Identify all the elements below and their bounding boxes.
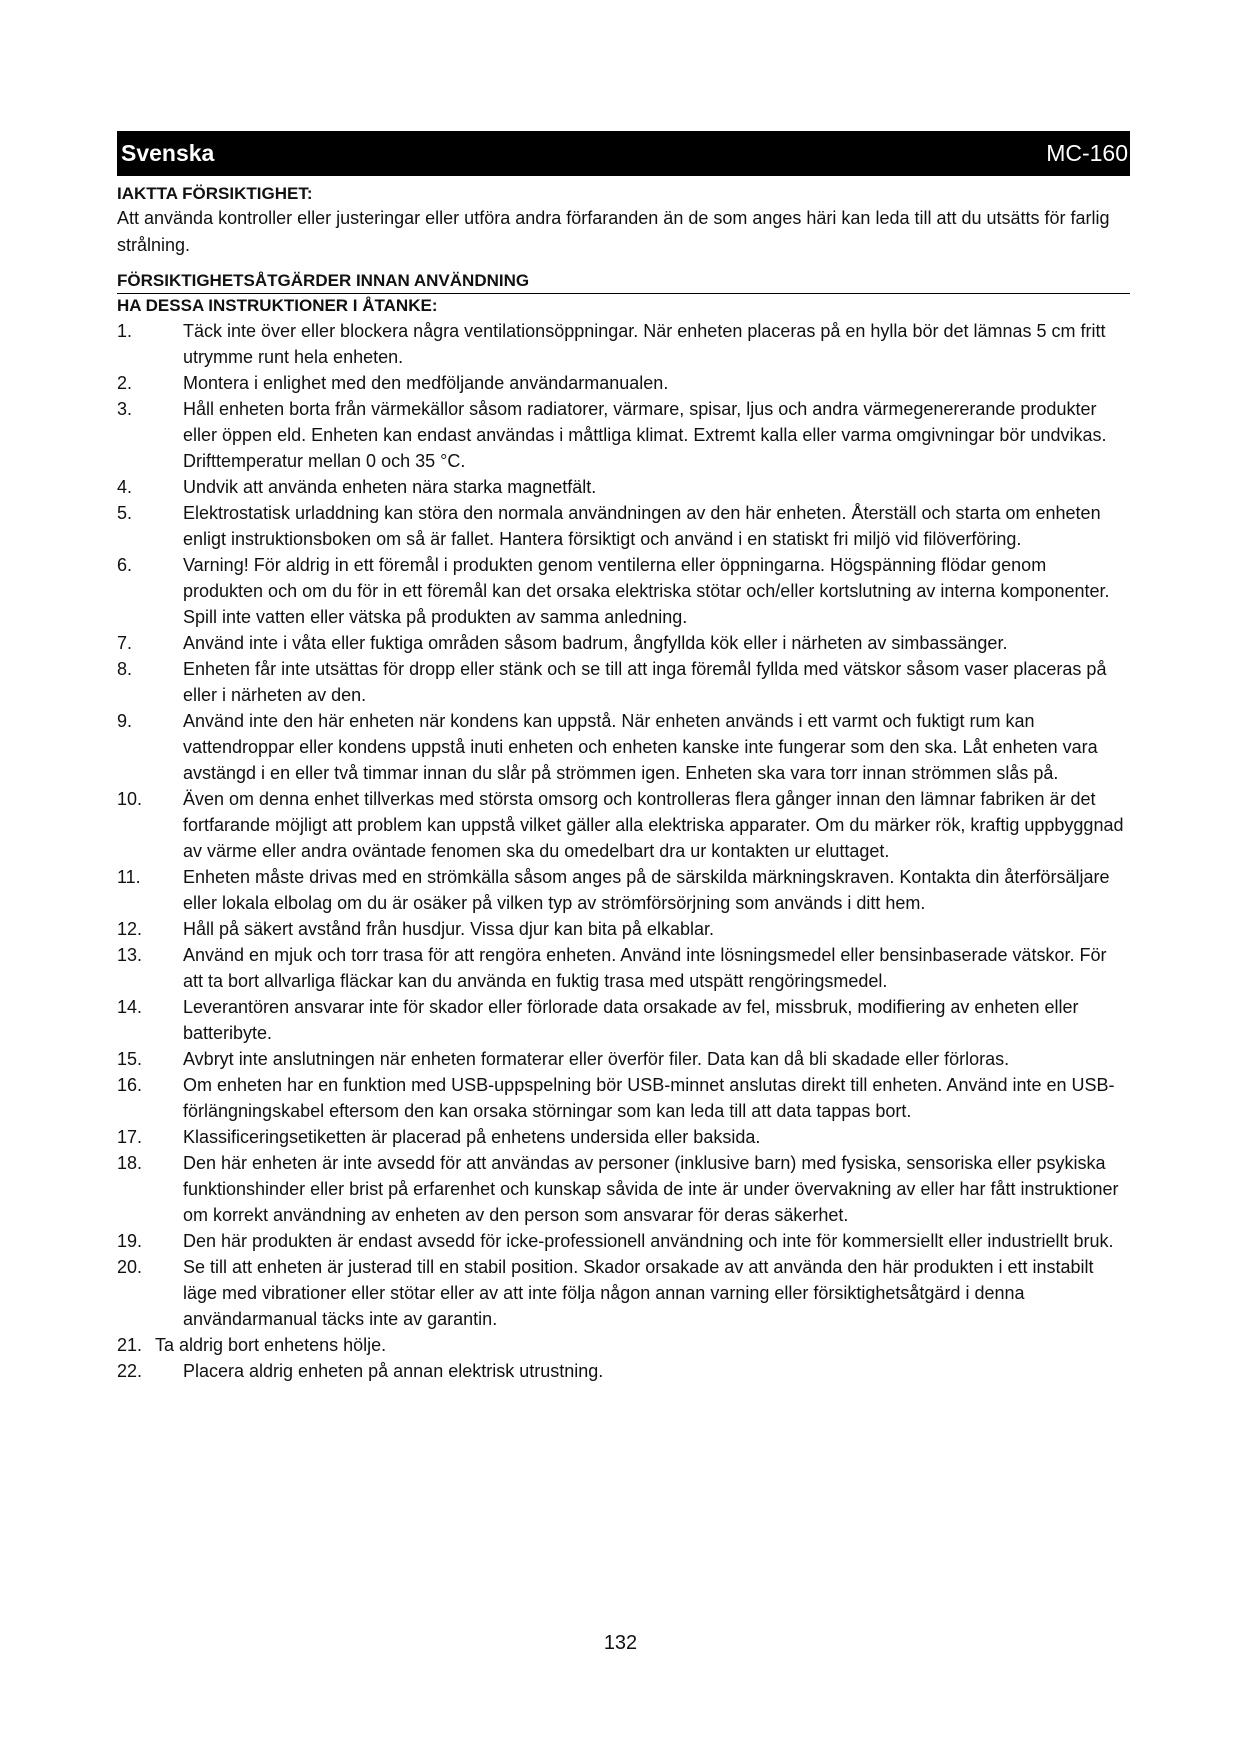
list-item	[117, 786, 1130, 864]
list-item	[117, 500, 1130, 552]
item-number: 21.	[117, 1335, 143, 1355]
list-item	[117, 396, 1130, 474]
list-item	[117, 1150, 1130, 1228]
list-item	[117, 630, 1130, 656]
item-text: Ta aldrig bort enhetens hölje.	[155, 1335, 387, 1355]
list-item	[117, 474, 1130, 500]
page-number: 132	[603, 1632, 638, 1654]
caution-text: Att använda kontroller eller justeringar eller utföra andra förfaranden än de som anges häri kan leda till att du utsätts för farlig strålning.	[117, 208, 1110, 255]
item-text: Den här produkten är endast avsedd för icke-professionell användning och inte för kommersiellt eller industriellt bruk.	[183, 1231, 1114, 1251]
item-text: Använd en mjuk och torr trasa för att rengöra enheten. Använd inte lösningsmedel eller bensinbaserade vätskor. För att ta bort allvarliga fläckar kan du använda en fuktig trasa med utspätt rengöringsmedel.	[183, 945, 1107, 991]
item-number: 6.	[117, 555, 133, 575]
item-number: 5.	[117, 503, 133, 523]
item-number: 22.	[117, 1361, 143, 1381]
item-number: 2.	[117, 373, 133, 393]
instruction-list	[117, 318, 1130, 1384]
list-item	[117, 318, 1130, 370]
item-number: 10.	[117, 789, 143, 809]
item-text: Se till att enheten är justerad till en stabil position. Skador orsakade av att använda den här produkten i ett instabilt läge med vibrationer eller stötar eller av att inte följa någon annan varning eller försiktighetsåtgärd i denna användarmanual täcks inte av garantin.	[183, 1257, 1094, 1329]
item-number: 3.	[117, 399, 133, 419]
item-number: 4.	[117, 477, 133, 497]
item-number: 1.	[117, 321, 133, 341]
list-item	[117, 1046, 1130, 1072]
list-item	[117, 708, 1130, 786]
item-text: Undvik att använda enheten nära starka magnetfält.	[183, 477, 597, 497]
item-number: 13.	[117, 945, 143, 965]
header-bar	[117, 131, 1130, 176]
language-label: Svenska	[121, 140, 215, 166]
item-text: Om enheten har en funktion med USB-uppspelning bör USB-minnet anslutas direkt till enheten. Använd inte en USB-förlängningskabel eftersom den kan orsaka störningar som kan leda till att data tappas bort.	[183, 1075, 1115, 1121]
item-number: 19.	[117, 1231, 143, 1251]
list-item	[117, 864, 1130, 916]
item-text: Täck inte över eller blockera några ventilationsöppningar. När enheten placeras på en hylla bör det lämnas 5 cm fritt utrymme runt hela enheten.	[183, 321, 1106, 367]
item-text: Enheten måste drivas med en strömkälla såsom anges på de särskilda märkningskraven. Kontakta din återförsäljare eller lokala elbolag om du är osäker på vilken typ av strömförsörjning som används i ditt hem.	[183, 867, 1110, 913]
item-text: Även om denna enhet tillverkas med största omsorg och kontrolleras flera gånger innan den lämnar fabriken är det fortfarande möjligt att problem kan uppstå vilket gäller alla elektriska apparater. Om du märker rök, kraftig uppbyggnad av värme eller andra oväntade fenomen ska du omedelbart dra ur kontakten ur eluttaget.	[183, 789, 1124, 861]
item-text: Använd inte i våta eller fuktiga områden såsom badrum, ångfyllda kök eller i närheten av simbassänger.	[183, 633, 1008, 653]
item-number: 12.	[117, 919, 143, 939]
item-text: Håll enheten borta från värmekällor såsom radiatorer, värmare, spisar, ljus och andra värmegenererande produkter eller öppen eld. Enheten kan endast användas i måttliga klimat. Extremt kalla eller varma omgivningar bör undvikas. Drifttemperatur mellan 0 och 35 °C.	[183, 399, 1107, 471]
list-item	[117, 942, 1130, 994]
list-item	[117, 916, 1130, 942]
list-item	[117, 1228, 1130, 1254]
item-number: 14.	[117, 997, 143, 1017]
section-subheading: HA DESSA INSTRUKTIONER I ÅTANKE:	[117, 293, 1130, 318]
item-text: Leverantören ansvarar inte för skador eller förlorade data orsakade av fel, missbruk, modifiering av enheten eller batteribyte.	[183, 997, 1079, 1043]
list-item	[117, 1332, 1130, 1358]
item-text: Avbryt inte anslutningen när enheten formaterar eller överför filer. Data kan då bli skadade eller förloras.	[183, 1049, 1010, 1069]
model-label: MC-160	[1046, 140, 1128, 166]
list-item	[117, 656, 1130, 708]
item-number: 9.	[117, 711, 133, 731]
list-item	[117, 552, 1130, 630]
item-number: 11.	[117, 867, 141, 887]
item-number: 7.	[117, 633, 133, 653]
caution-heading: IAKTTA FÖRSIKTIGHET:	[117, 184, 313, 203]
list-item	[117, 1254, 1130, 1332]
item-number: 17.	[117, 1127, 143, 1147]
list-item	[117, 994, 1130, 1046]
item-number: 15.	[117, 1049, 143, 1069]
item-text: Använd inte den här enheten när kondens kan uppstå. När enheten används i ett varmt och fuktigt rum kan vattendroppar eller kondens uppstå inuti enheten och enheten kanske inte fungerar som den ska. Låt enheten vara avstängd i en eller två timmar innan du slår på strömmen igen. Enheten ska vara torr innan strömmen slås på.	[183, 711, 1098, 783]
item-number: 8.	[117, 659, 133, 679]
item-text: Enheten får inte utsättas för dropp eller stänk och se till att inga föremål fyllda med vätskor såsom vaser placeras på eller i närheten av den.	[183, 659, 1107, 705]
manual-page	[117, 131, 1130, 1384]
item-number: 18.	[117, 1153, 143, 1173]
section-heading: FÖRSIKTIGHETSÅTGÄRDER INNAN ANVÄNDNING	[117, 271, 530, 290]
item-text: Klassificeringsetiketten är placerad på enhetens undersida eller baksida.	[183, 1127, 761, 1147]
item-text: Placera aldrig enheten på annan elektrisk utrustning.	[183, 1361, 604, 1381]
list-item	[117, 1124, 1130, 1150]
item-text: Varning! För aldrig in ett föremål i produkten genom ventilerna eller öppningarna. Högspänning flödar genom produkten och om du för in ett föremål kan det orsaka elektriska stötar och/eller kortslutning av interna komponenter. Spill inte vatten eller vätska på produkten av samma anledning.	[183, 555, 1110, 627]
item-text: Elektrostatisk urladdning kan störa den normala användningen av den här enheten. Återställ och starta om enheten enligt instruktionsboken om så är fallet. Hantera försiktigt och använd i en statiskt fri miljö vid filöverföring.	[183, 503, 1101, 549]
item-text: Montera i enlighet med den medföljande användarmanualen.	[183, 373, 669, 393]
item-text: Håll på säkert avstånd från husdjur. Vissa djur kan bita på elkablar.	[183, 919, 714, 939]
item-text: Den här enheten är inte avsedd för att användas av personer (inklusive barn) med fysiska, sensoriska eller psykiska funktionshinder eller brist på erfarenhet och kunskap såvida de inte är under övervakning av eller har fått instruktioner om korrekt användning av enheten av den person som ansvarar för deras säkerhet.	[183, 1153, 1119, 1225]
list-item	[117, 1358, 1130, 1384]
item-number: 20.	[117, 1257, 143, 1277]
item-number: 16.	[117, 1075, 143, 1095]
list-item	[117, 1072, 1130, 1124]
list-item	[117, 370, 1130, 396]
